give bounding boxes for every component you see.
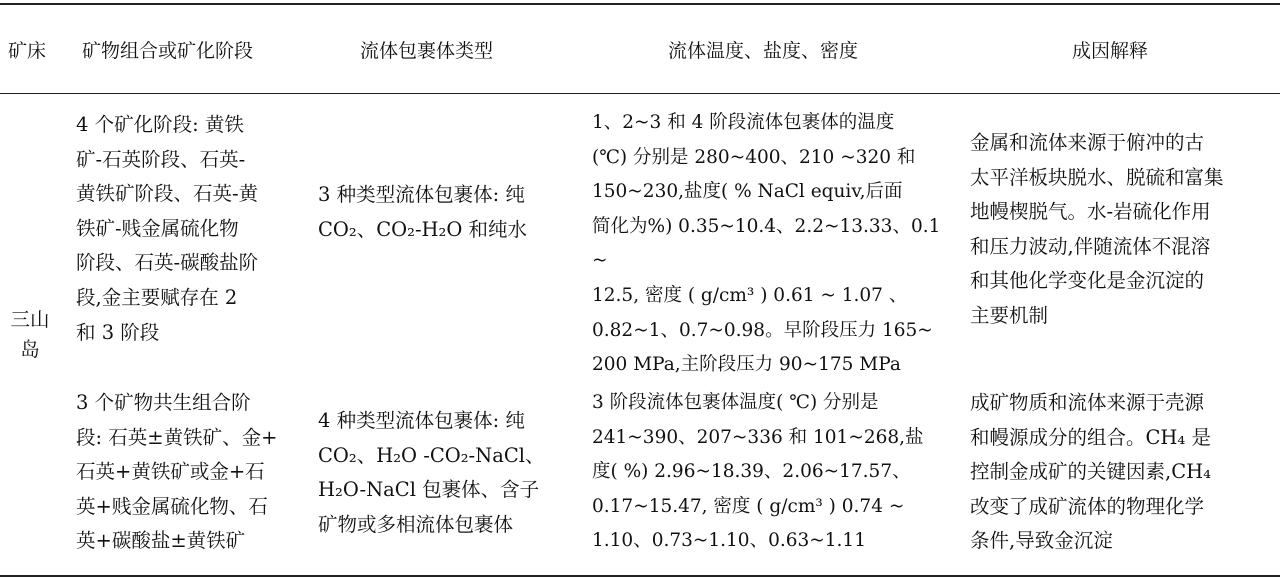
deposit-name: 三山 岛	[10, 308, 50, 361]
row1-mineral-cell: 4 个矿化阶段: 黄铁 矿-石英阶段、石英- 黄铁矿阶段、石英-黄 铁矿-贱金属硫化物 阶段、石英-碳酸盐阶 段,金主要赋存在 2 和 3 阶段	[76, 113, 259, 344]
row2-inclusion-cell: 4 种类型流体包裹体: 纯 CO₂、H₂O -CO₂-NaCl、 H₂O-NaCl 包裹体、含子 矿物或多相流体包裹体	[318, 409, 545, 536]
bottom-rule	[0, 575, 1280, 577]
header-genesis: 成因解释	[1072, 40, 1149, 62]
row1-genesis-cell: 金属和流体来源于俯冲的古 太平洋板块脱水、脱硫和富集 地幔楔脱气。水-岩硫化作用 和压力波动,伴随流体不混溶 和其他化学变化是金沉淀的 主要机制	[970, 131, 1224, 327]
row1-tsd-cell: 1、2~3 和 4 阶段流体包裹体的温度 (℃) 分别是 280~400、210 ~320 和 150~230,盐度( % NaCl equiv,后面 简化为%) 0.35~10.4、2.2~13.33、0.1~ 12.5, 密度 ( g/cm³ ) 0.61 ~ 1.07 、 0.82~1、0.7~0.98。早阶段压力 165~ 200 MPa,主阶段压力 90~175 MPa	[592, 112, 941, 376]
header-deposit: 矿床	[8, 40, 47, 62]
header-inclusion-type: 流体包裹体类型	[360, 40, 494, 62]
row2-genesis-cell: 成矿物质和流体来源于壳源 和幔源成分的组合。CH₄ 是 控制金成矿的关键因素,CH₄ 改变了成矿流体的物理化学 条件,导致金沉淀	[970, 391, 1211, 553]
header-mineral-assemblage: 矿物组合或矿化阶段	[82, 40, 254, 62]
row2-tsd-cell: 3 阶段流体包裹体温度( ℃) 分别是 241~390、207~336 和 101~268,盐 度( %) 2.96~18.39、2.06~17.57、 0.17~15.47, 密度 ( g/cm³ ) 0.74 ~ 1.10、0.73~1.10、0.63~1.11	[592, 392, 924, 552]
row1-inclusion-cell: 3 种类型流体包裹体: 纯 CO₂、CO₂-H₂O 和纯水	[318, 183, 528, 241]
header-rule	[0, 93, 1280, 94]
row2-mineral-cell: 3 个矿物共生组合阶 段: 石英±黄铁矿、金+ 石英+黄铁矿或金+石 英+贱金属硫化物、石 英+碳酸盐±黄铁矿	[76, 391, 278, 553]
header-temperature-salinity-density: 流体温度、盐度、密度	[668, 40, 859, 62]
top-rule	[0, 3, 1280, 5]
